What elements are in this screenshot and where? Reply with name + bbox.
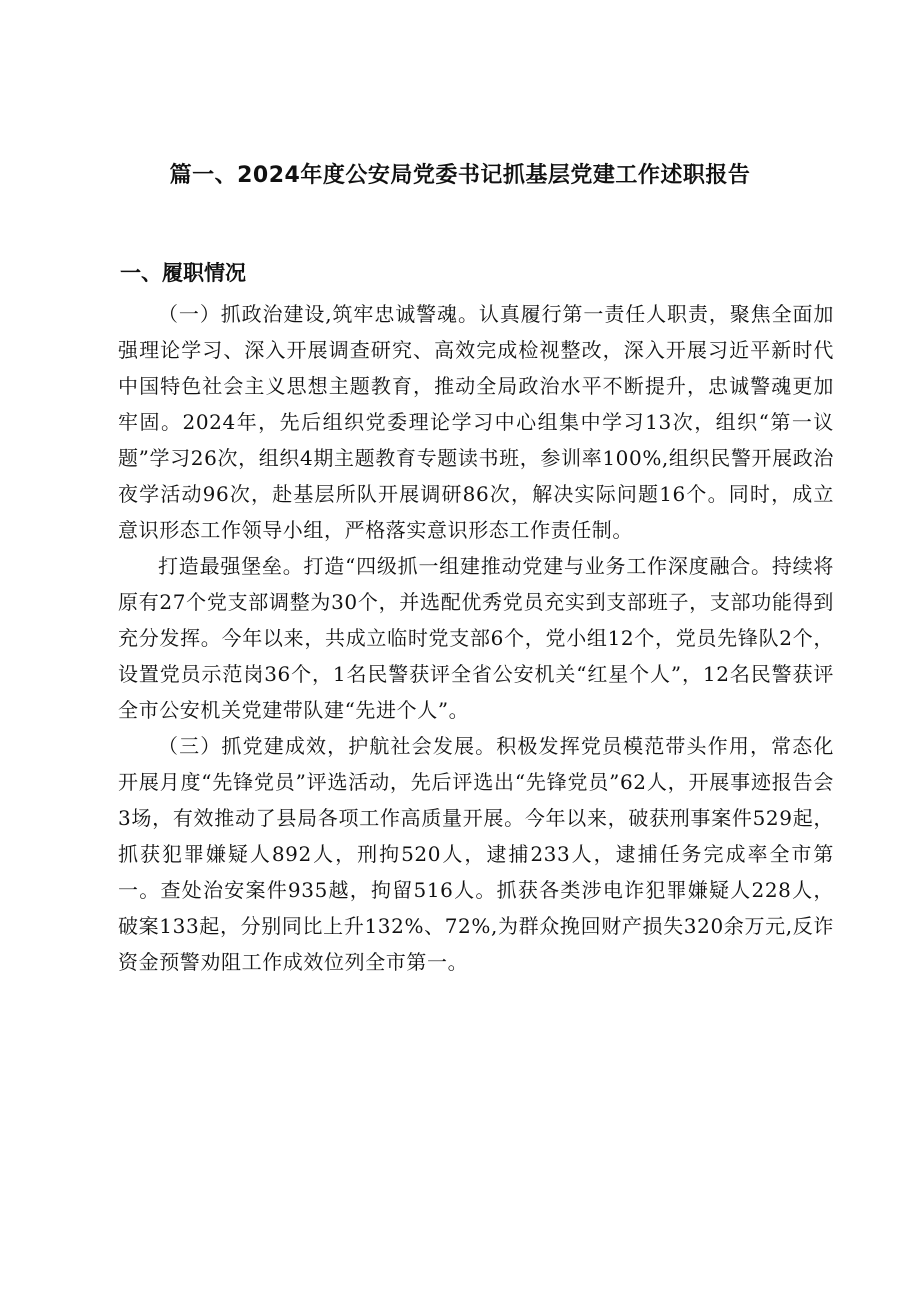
- paragraph-party-results: （三）抓党建成效，护航社会发展。积极发挥党员模范带头作用，常态化开展月度“先锋党员”评选活动，先后评选出“先锋党员”62人，开展事迹报告会3场，有效推动了县局各项工作高质量开展。今年以来，破获刑事案件529起，抓获犯罪嫌疑人892人，刑拘520人，逮捕233人，逮捕任务完成率全市第一。查处治安案件935越，拘留516人。抓获各类涉电诈犯罪嫌疑人228人，破案133起，分别同比上升132%、72%,为群众挽回财产损失320余万元,反诈资金预警劝阻工作成效位列全市第一。: [118, 734, 834, 974]
- paragraph-political-building: （一）抓政治建设,筑牢忠诚警魂。认真履行第一责任人职责，聚焦全面加强理论学习、深入开展调查研究、高效完成检视整改，深入开展习近平新时代中国特色社会主义思想主题教育，推动全局政治水平不断提升，忠诚警魂更加牢固。2024年，先后组织党委理论学习中心组集中学习13次，组织“第一议题”学习26次，组织4期主题教育专题读书班，参训率100%,组织民警开展政治夜学活动96次，赴基层所队开展调研86次，解决实际问题16个。同时，成立意识形态工作领导小组，严格落实意识形态工作责任制。: [118, 302, 834, 542]
- paragraph-stronghold: 打造最强堡垒。打造“四级抓一组建推动党建与业务工作深度融合。持续将原有27个党支部调整为30个，并选配优秀党员充实到支部班子，支部功能得到充分发挥。今年以来，共成立临时党支部6个，党小组12个，党员先锋队2个，设置党员示范岗36个，1名民警获评全省公安机关“红星个人”，12名民警获评全市公安机关党建带队建“先进个人”。: [118, 554, 834, 722]
- document-body: [118, 296, 834, 980]
- document-title: 篇一、2024年度公安局党委书记抓基层党建工作述职报告: [169, 163, 751, 188]
- section-heading: 一、履职情况: [120, 261, 246, 285]
